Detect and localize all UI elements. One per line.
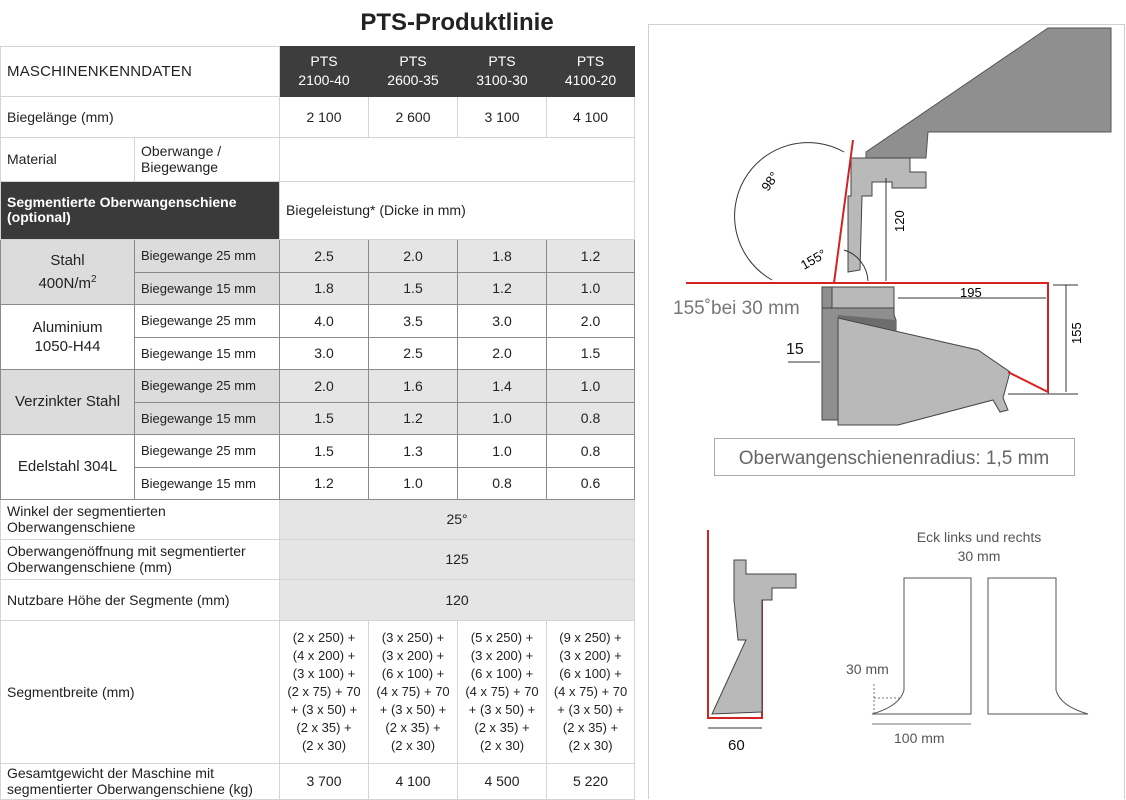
bending-row-label: Biegewange 25 mm xyxy=(135,239,280,272)
eck-label-line1: Eck links und rechts xyxy=(916,529,1042,545)
biegeleistung-label: Biegeleistung* (Dicke in mm) xyxy=(280,181,635,239)
winkel-label: Winkel der segmentierten Oberwangenschiene xyxy=(1,499,280,539)
thickness-value: 1.5 xyxy=(280,402,369,434)
thickness-value: 2.0 xyxy=(458,337,547,369)
winkel-value: 25° xyxy=(280,499,635,539)
model-header: PTS 4100-20 xyxy=(547,46,635,96)
technical-drawing xyxy=(648,0,1126,799)
material-name: Verzinkter Stahl xyxy=(1,369,135,434)
thickness-value: 2.0 xyxy=(547,304,635,337)
corner-segment-left xyxy=(872,578,971,714)
thickness-value: 1.0 xyxy=(458,434,547,467)
angle-98-label: 98° xyxy=(758,169,782,194)
thickness-value: 3.0 xyxy=(458,304,547,337)
corner-segment-right xyxy=(988,578,1088,714)
model-header: PTS 2100-40 xyxy=(280,46,369,96)
dim-155-label: 155 xyxy=(1069,322,1084,344)
radius-label: Oberwangenschienenradius: 1,5 mm xyxy=(738,448,1050,469)
dim-120-label: 120 xyxy=(892,210,907,232)
dim-60-label: 60 xyxy=(728,737,745,754)
thickness-value: 3.0 xyxy=(280,337,369,369)
thickness-value: 1.5 xyxy=(369,272,458,304)
thickness-value: 1.2 xyxy=(369,402,458,434)
upper-beam xyxy=(866,28,1111,158)
material-name: Stahl $400N/m^2$ xyxy=(1,239,135,304)
eck-label-line2: 30 mm xyxy=(957,548,1001,564)
nutzbare-hoehe-label: Nutzbare Höhe der Segmente (mm) xyxy=(1,579,280,620)
thickness-value: 1.0 xyxy=(547,369,635,402)
thickness-value: 0.6 xyxy=(547,467,635,499)
material-name: Aluminium 1050-H44 xyxy=(1,304,135,369)
segment-section-header: Segmentierte Oberwangenschiene (optional) xyxy=(1,181,280,239)
thickness-value: 1.2 xyxy=(280,467,369,499)
thickness-value: 0.8 xyxy=(458,467,547,499)
thickness-value: 1.0 xyxy=(458,402,547,434)
thickness-value: 2.0 xyxy=(369,239,458,272)
thickness-value: 1.0 xyxy=(547,272,635,304)
segmentbreite-value: (5 x 250) + (3 x 200) + (6 x 100) + (4 x 75) + 70 + (3 x 50) + (2 x 35) + (2 x 30) xyxy=(458,620,547,763)
model-header: PTS 3100-30 xyxy=(458,46,547,96)
bending-row-label: Biegewange 25 mm xyxy=(135,369,280,402)
bending-row-label: Biegewange 15 mm xyxy=(135,272,280,304)
tool-profile-small xyxy=(712,560,796,714)
bending-row-label: Biegewange 25 mm xyxy=(135,434,280,467)
thickness-value: 1.2 xyxy=(458,272,547,304)
thickness-value: 1.5 xyxy=(547,337,635,369)
oeffnung-value: 125 xyxy=(280,539,635,579)
page-title: PTS-Produktlinie xyxy=(360,8,554,36)
note-155-label: 155˚bei 30 mm xyxy=(673,298,800,319)
dim-195-label: 195 xyxy=(960,285,982,300)
thickness-value: 1.6 xyxy=(369,369,458,402)
biegelaenge-label: Biegelänge (mm) xyxy=(1,96,280,137)
material-name: Edelstahl 304L xyxy=(1,434,135,499)
thickness-value: 4.0 xyxy=(280,304,369,337)
thickness-value: 0.8 xyxy=(547,434,635,467)
gewicht-value: 4 100 xyxy=(369,763,458,799)
dim-100mm-label: 100 mm xyxy=(894,730,945,746)
segmentbreite-value: (3 x 250) + (3 x 200) + (6 x 100) + (4 x 75) + 70 + (3 x 50) + (2 x 35) + (2 x 30) xyxy=(369,620,458,763)
gewicht-value: 3 700 xyxy=(280,763,369,799)
thickness-value: 2.5 xyxy=(369,337,458,369)
segmentbreite-label: Segmentbreite (mm) xyxy=(1,620,280,763)
gewicht-value: 5 220 xyxy=(547,763,635,799)
thickness-value: 1.2 xyxy=(547,239,635,272)
thickness-value: 1.3 xyxy=(369,434,458,467)
header-label: MASCHINENKENNDATEN xyxy=(1,46,280,96)
upper-tool xyxy=(848,158,926,272)
segmentbreite-value: (9 x 250) + (3 x 200) + (6 x 100) + (4 x 75) + 70 + (3 x 50) + (2 x 35) + (2 x 30) xyxy=(547,620,635,763)
nutzbare-hoehe-value: 120 xyxy=(280,579,635,620)
oeffnung-label: Oberwangenöffnung mit segmentierter Oberwangenschiene (mm) xyxy=(1,539,280,579)
lower-tool xyxy=(832,287,894,309)
segmentbreite-value: (2 x 250) + (4 x 200) + (3 x 100) + (2 x 75) + 70 + (3 x 50) + (2 x 35) + (2 x 30) xyxy=(280,620,369,763)
biegelaenge-value: 4 100 xyxy=(547,96,635,137)
thickness-value: 1.5 xyxy=(280,434,369,467)
bending-row-label: Biegewange 15 mm xyxy=(135,337,280,369)
bending-row-label: Biegewange 15 mm xyxy=(135,402,280,434)
bending-row-label: Biegewange 15 mm xyxy=(135,467,280,499)
thickness-value: 2.0 xyxy=(280,369,369,402)
thickness-value: 1.8 xyxy=(458,239,547,272)
biegelaenge-value: 3 100 xyxy=(458,96,547,137)
biegelaenge-value: 2 600 xyxy=(369,96,458,137)
thickness-value: 3.5 xyxy=(369,304,458,337)
angle-155-label: 155° xyxy=(798,246,829,273)
bending-beam xyxy=(838,318,1010,425)
bending-row-label: Biegewange 25 mm xyxy=(135,304,280,337)
dim-30mm-label: 30 mm xyxy=(846,661,889,677)
thickness-value: 2.5 xyxy=(280,239,369,272)
dim-15-label: 15 xyxy=(786,341,804,358)
thickness-value: 0.8 xyxy=(547,402,635,434)
thickness-value: 1.4 xyxy=(458,369,547,402)
gewicht-value: 4 500 xyxy=(458,763,547,799)
biegelaenge-value: 2 100 xyxy=(280,96,369,137)
model-header: PTS 2600-35 xyxy=(369,46,458,96)
gewicht-label: Gesamtgewicht der Maschine mit segmentierter Oberwangenschiene (kg) xyxy=(1,763,280,799)
thickness-value: 1.0 xyxy=(369,467,458,499)
material-sub-label: Oberwange / Biegewange xyxy=(135,137,280,181)
material-label: Material xyxy=(1,137,135,181)
thickness-value: 1.8 xyxy=(280,272,369,304)
